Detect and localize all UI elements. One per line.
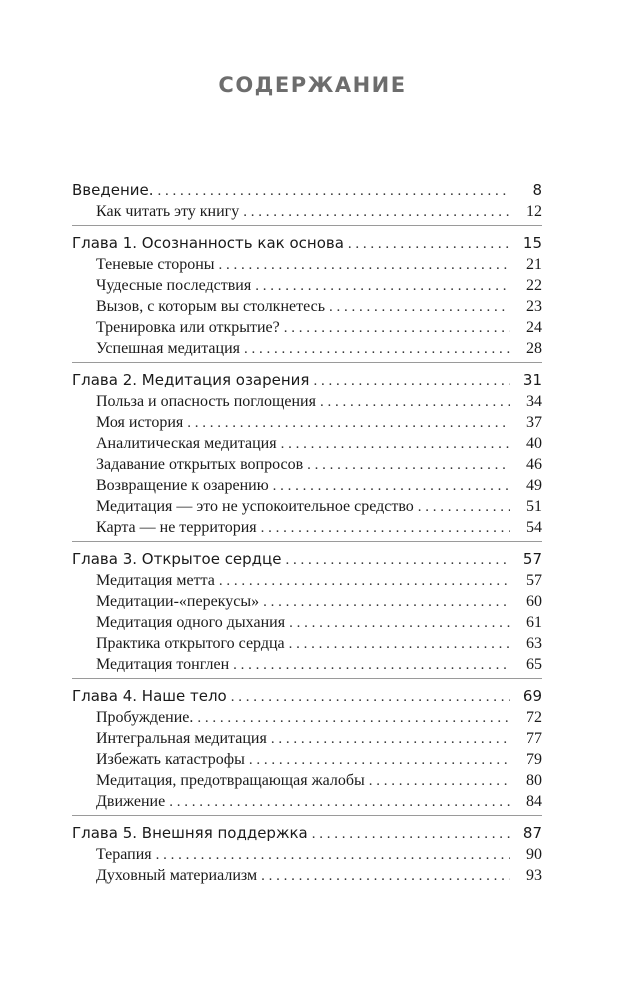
toc-entry[interactable] [72,317,542,338]
toc-entry-page-number: 90 [526,846,542,863]
toc-entry[interactable] [72,865,542,886]
toc-entry-page-number: 28 [526,340,542,357]
toc-chapter[interactable] [72,686,542,707]
dot-leader [249,750,510,771]
dot-leader [255,276,510,297]
toc-chapter-title: Глава 3. Открытое сердце [72,550,282,568]
toc-entry-page-number: 37 [526,414,542,431]
dot-leader [158,181,510,202]
toc-entry-title: Практика открытого сердца [96,635,285,652]
toc-entry-page-number: 22 [526,277,542,294]
toc-chapter-page-number: 57 [522,550,542,568]
dot-leader [261,518,510,539]
toc-entry-title: Избежать катастрофы [96,751,245,768]
toc-section [72,233,542,363]
toc-chapter-page-number: 31 [522,371,542,389]
toc-entry[interactable] [72,654,542,675]
dot-leader [271,729,510,750]
toc-entry[interactable] [72,591,542,612]
toc-entry[interactable] [72,254,542,275]
toc-entry-page-number: 63 [526,635,542,652]
toc-entry-title: Медитация одного дыхания [96,614,286,631]
toc-entry[interactable] [72,296,542,317]
dot-leader [329,297,510,318]
toc-section [72,823,542,889]
toc-entry[interactable] [72,454,542,475]
toc-entry-title: Движение [96,793,166,810]
toc-entry-page-number: 24 [526,319,542,336]
toc-entry[interactable] [72,770,542,791]
dot-leader [313,371,510,392]
toc-entry-title: Аналитическая медитация [96,435,277,452]
toc-entry[interactable] [72,791,542,812]
toc-chapter[interactable] [72,823,542,844]
dot-leader [244,339,510,360]
toc-entry-title: Моя история [96,414,184,431]
dot-leader [281,434,510,455]
toc-entry-page-number: 49 [526,477,542,494]
toc-entry-title: Тренировка или открытие? [96,319,280,336]
toc-chapter-title: Глава 1. Осознанность как основа [72,234,344,252]
toc-entry-page-number: 93 [526,867,542,884]
toc-entry[interactable] [72,475,542,496]
toc-entry-page-number: 40 [526,435,542,452]
toc-entry-page-number: 54 [526,519,542,536]
page-title: СОДЕРЖАНИЕ [218,73,407,97]
toc-entry[interactable] [72,517,542,538]
dot-leader [307,455,510,476]
toc-chapter[interactable] [72,233,542,254]
dot-leader [369,771,510,792]
dot-leader [231,687,510,708]
dot-leader [289,613,510,634]
toc-chapter-title: Глава 4. Наше тело [72,687,227,705]
dot-leader [289,634,510,655]
dot-leader [286,550,511,571]
toc-entry-title: Медитация, предотвращающая жалобы [96,772,365,789]
toc-entry-title: Польза и опасность поглощения [96,393,316,410]
toc-entry-title: Как читать эту книгу [96,203,240,220]
toc-section [72,180,542,226]
dot-leader [348,234,510,255]
toc-entry-title: Пробуждение. [96,709,194,726]
dot-leader [418,497,510,518]
toc-entry[interactable] [72,707,542,728]
toc-chapter-page-number: 8 [532,181,542,199]
toc-chapter[interactable] [72,549,542,570]
dot-leader [320,392,510,413]
dot-leader [156,845,510,866]
toc-entry-page-number: 77 [526,730,542,747]
toc-entry-title: Медитация метта [96,572,215,589]
toc-entry[interactable] [72,728,542,749]
toc-entry-title: Медитации-«перекусы» [96,593,260,610]
toc-entry[interactable] [72,612,542,633]
toc-entry-title: Успешная медитация [96,340,241,357]
toc-entry-title: Медитация — это не успокоительное средство [96,498,414,515]
toc-chapter-page-number: 87 [522,824,542,842]
dot-leader [312,824,510,845]
dot-leader [169,792,510,813]
table-of-contents [72,180,542,896]
toc-entry[interactable] [72,412,542,433]
toc-entry-page-number: 51 [526,498,542,515]
toc-entry[interactable] [72,201,542,222]
toc-entry-title: Карта — не территория [96,519,257,536]
toc-entry-title: Терапия [96,846,152,863]
toc-entry-page-number: 61 [526,614,542,631]
toc-entry[interactable] [72,496,542,517]
dot-leader [187,413,510,434]
toc-entry-title: Духовный материализм [96,867,258,884]
toc-entry[interactable] [72,749,542,770]
toc-entry-page-number: 23 [526,298,542,315]
dot-leader [197,708,510,729]
toc-chapter-title: Глава 5. Внешняя поддержка [72,824,308,842]
toc-entry-page-number: 60 [526,593,542,610]
toc-entry[interactable] [72,391,542,412]
toc-entry[interactable] [72,570,542,591]
dot-leader [219,571,510,592]
toc-entry-title: Чудесные последствия [96,277,252,294]
toc-entry[interactable] [72,633,542,654]
toc-entry-page-number: 21 [526,256,542,273]
toc-entry-page-number: 79 [526,751,542,768]
toc-entry-page-number: 80 [526,772,542,789]
dot-leader [243,202,510,223]
toc-entry-page-number: 84 [526,793,542,810]
toc-chapter[interactable] [72,370,542,391]
toc-section [72,549,542,679]
toc-chapter-page-number: 69 [522,687,542,705]
toc-chapter-page-number: 15 [522,234,542,252]
toc-chapter-title: Введение. [72,181,154,199]
dot-leader [273,476,510,497]
toc-entry-title: Интегральная медитация [96,730,267,747]
dot-leader [233,655,510,676]
toc-entry-title: Задавание открытых вопросов [96,456,304,473]
toc-entry-page-number: 12 [526,203,542,220]
toc-section [72,370,542,542]
toc-entry-title: Медитация тонглен [96,656,230,673]
toc-entry[interactable] [72,844,542,865]
toc-section [72,686,542,816]
dot-leader [263,592,510,613]
toc-chapter[interactable] [72,180,542,201]
dot-leader [219,255,510,276]
toc-entry-title: Вызов, с которым вы столкнетесь [96,298,325,315]
toc-entry-page-number: 46 [526,456,542,473]
dot-leader [284,318,510,339]
toc-entry-page-number: 65 [526,656,542,673]
toc-entry[interactable] [72,338,542,359]
toc-entry-page-number: 57 [526,572,542,589]
toc-entry-title: Возвращение к озарению [96,477,269,494]
toc-entry-title: Теневые стороны [96,256,215,273]
toc-entry-page-number: 72 [526,709,542,726]
dot-leader [261,866,510,887]
toc-entry[interactable] [72,275,542,296]
toc-entry[interactable] [72,433,542,454]
toc-chapter-title: Глава 2. Медитация озарения [72,371,310,389]
toc-entry-page-number: 34 [526,393,542,410]
